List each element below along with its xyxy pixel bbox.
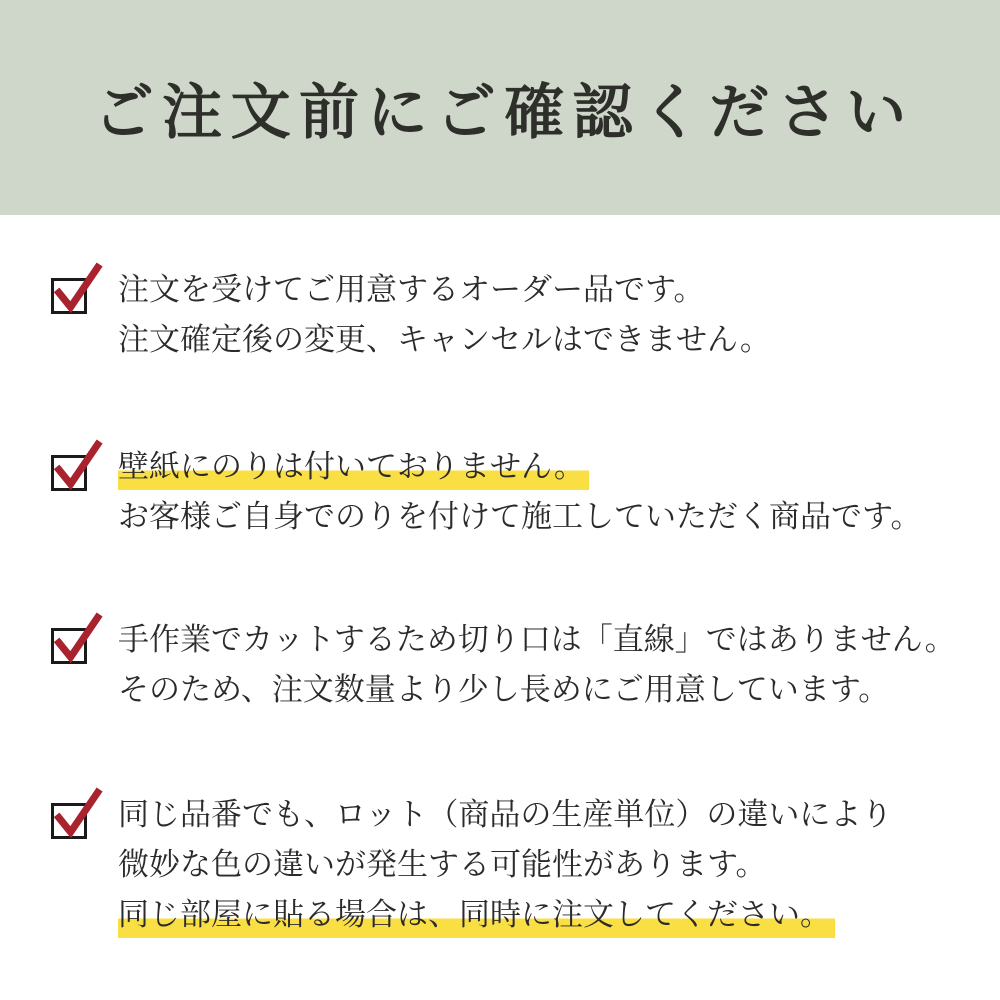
red-checkmark-icon [49, 613, 103, 667]
checked-checkbox-icon [51, 628, 87, 664]
plain-text: 同じ品番でも、ロット（商品の生産単位）の違いにより [118, 797, 893, 832]
checklist-item [51, 272, 771, 365]
checklist-item [51, 449, 922, 542]
page-title: ご注文前にご確認ください [93, 78, 915, 146]
item-text-line [118, 890, 892, 940]
plain-text: 手作業でカットするため切り口は「直線」ではありません。 [118, 622, 956, 657]
checked-checkbox-icon [51, 455, 87, 491]
item-text-line [118, 840, 892, 890]
plain-text: そのため、注文数量より少し長めにご用意しています。 [118, 672, 890, 707]
item-text [118, 615, 956, 715]
item-text-line [118, 492, 922, 542]
plain-text: 注文確定後の変更、キャンセルはできません。 [118, 322, 771, 357]
highlighted-text: 同じ部屋に貼る場合は、同時に注文してください。 [118, 897, 835, 938]
plain-text: お客様ご自身でのりを付けて施工していただく商品です。 [118, 499, 922, 534]
item-text-line [118, 442, 922, 492]
checklist-item [51, 622, 956, 715]
item-text-line [118, 665, 956, 715]
plain-text: 微妙な色の違いが発生する可能性があります。 [118, 847, 767, 882]
highlighted-text: 壁紙にのりは付いておりません。 [118, 449, 589, 490]
header-banner [0, 0, 1000, 215]
plain-text: 注文を受けてご用意するオーダー品です。 [118, 272, 705, 307]
item-text [118, 790, 892, 940]
item-text [118, 265, 771, 365]
item-text [118, 442, 922, 542]
red-checkmark-icon [49, 788, 103, 842]
red-checkmark-icon [49, 263, 103, 317]
checked-checkbox-icon [51, 278, 87, 314]
item-text-line [118, 615, 956, 665]
item-text-line [118, 315, 771, 365]
item-text-line [118, 790, 892, 840]
item-text-line [118, 265, 771, 315]
checklist-item [51, 797, 893, 940]
red-checkmark-icon [49, 440, 103, 494]
checked-checkbox-icon [51, 803, 87, 839]
